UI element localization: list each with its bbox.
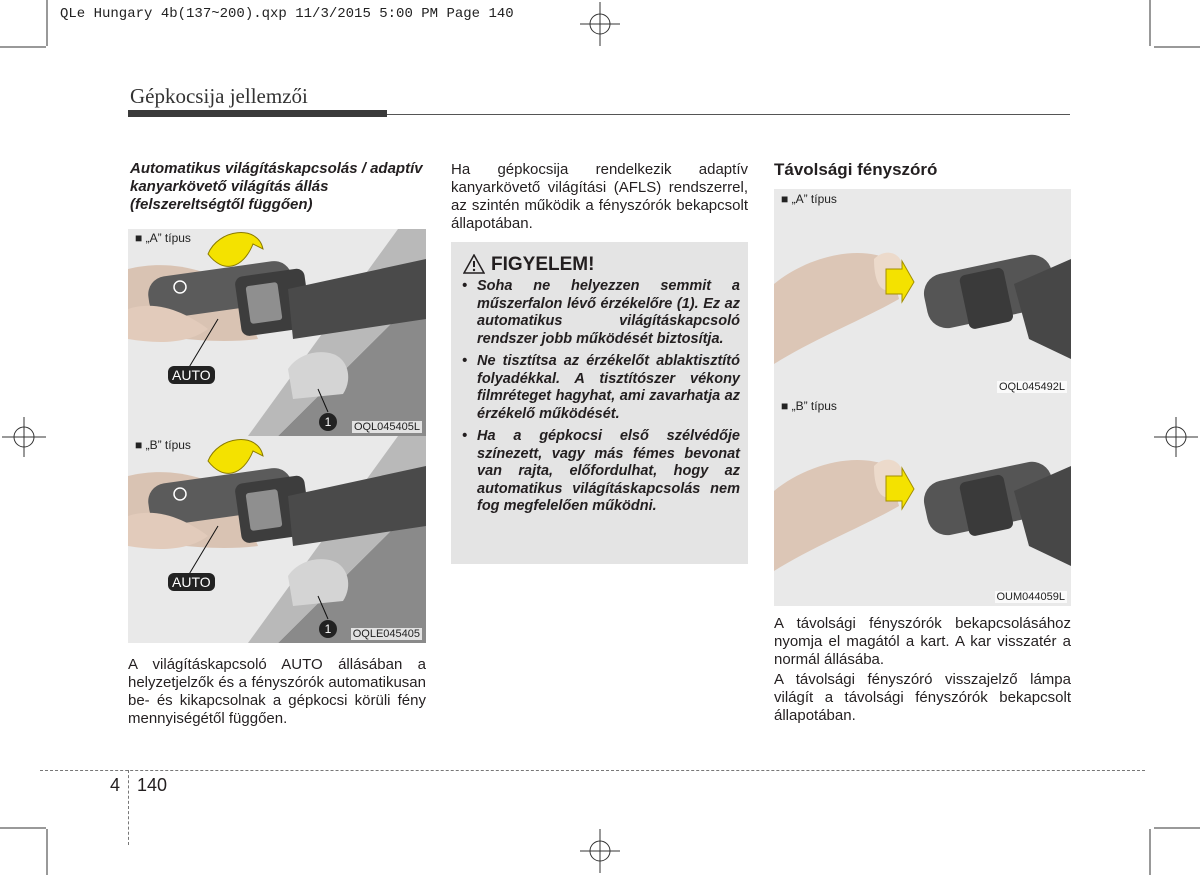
figure-code: OQLE045405	[352, 628, 420, 640]
figure-code: OQL045405L	[353, 421, 420, 433]
warning-item: • Soha ne helyezzen semmit a műszerfalon lévő érzékelőre (1). Ez az automatikus világításkapcsoló rendszer jobb működését biztosítja.	[461, 278, 740, 348]
footer-rule	[40, 770, 1145, 771]
figure-code: OUM044059L	[996, 591, 1065, 603]
column2-intro: Ha gépkocsija rendelkezik adaptív kanyarkövető világítási (AFLS) rendszerrel, az szintén működik a fényszórók bekapcsolt állapotában.	[451, 161, 748, 232]
sensor-callout: 1	[319, 413, 337, 431]
warning-box	[451, 242, 748, 564]
figure-type-label: ■ „A” típus	[135, 231, 191, 245]
stalk-illustration-b	[128, 436, 426, 643]
section-title: Gépkocsija jellemzői	[130, 84, 308, 108]
header-rule-thin	[387, 114, 1070, 115]
figure-code: OQL045492L	[998, 381, 1065, 393]
high-beam-para2: A távolsági fényszóró visszajelző lámpa világít a távolsági fényszórók bekapcsolt állapotában.	[774, 671, 1071, 724]
section-number: 4	[110, 775, 121, 795]
figure-type-label: ■ „B” típus	[135, 438, 191, 452]
auto-badge: AUTO	[168, 573, 215, 591]
warning-item: • Ha a gépkocsi első szélvédője színezett, vagy más fémes bevonat van rajta, előfordulhat, hogy az automatikus világításkapcsolás nem fog megfelelően működni.	[461, 428, 740, 516]
warning-title: FIGYELEM!	[491, 254, 595, 275]
print-slug: QLe Hungary 4b(137~200).qxp 11/3/2015 5:00 PM Page 140	[60, 6, 514, 22]
high-beam-illustration-a	[774, 189, 1071, 396]
warning-list	[461, 278, 740, 521]
high-beam-para1: A távolsági fényszórók bekapcsolásához nyomja el magától a kart. A kar visszatér a normál állásába.	[774, 615, 1071, 668]
page-number: 140	[137, 775, 168, 795]
high-beam-heading: Távolsági fényszóró	[774, 160, 938, 179]
high-beam-illustration-b	[774, 396, 1071, 606]
figure-type-label: ■ „A” típus	[781, 192, 837, 206]
figure-auto-switch-type-a	[128, 229, 426, 436]
sensor-callout: 1	[319, 620, 337, 638]
figure-type-label: ■ „B” típus	[781, 399, 837, 413]
auto-badge: AUTO	[168, 366, 215, 384]
warning-triangle-icon	[463, 254, 485, 274]
figure-auto-switch-type-b	[128, 436, 426, 643]
warning-item: • Ne tisztítsa az érzékelőt ablaktisztító folyadékkal. A tisztítószer vékony filmréteget hagyhat, ami zavarhatja az érzékelő működését.	[461, 353, 740, 423]
footer-divider	[128, 770, 129, 845]
figure-high-beam-type-b	[774, 396, 1071, 606]
column1-subheading: Automatikus világításkapcsolás / adaptív kanyarkövető világítás állás (felszereltségtől függően)	[130, 160, 423, 213]
header-rule-thick	[128, 110, 387, 117]
stalk-illustration-a	[128, 229, 426, 436]
figure-high-beam-type-a	[774, 189, 1071, 396]
column1-body: A világításkapcsoló AUTO állásában a helyzetjelzők és a fényszórók automatikusan be- és kikapcsolnak a gépkocsi körüli fény mennyiségétől függően.	[128, 656, 426, 727]
